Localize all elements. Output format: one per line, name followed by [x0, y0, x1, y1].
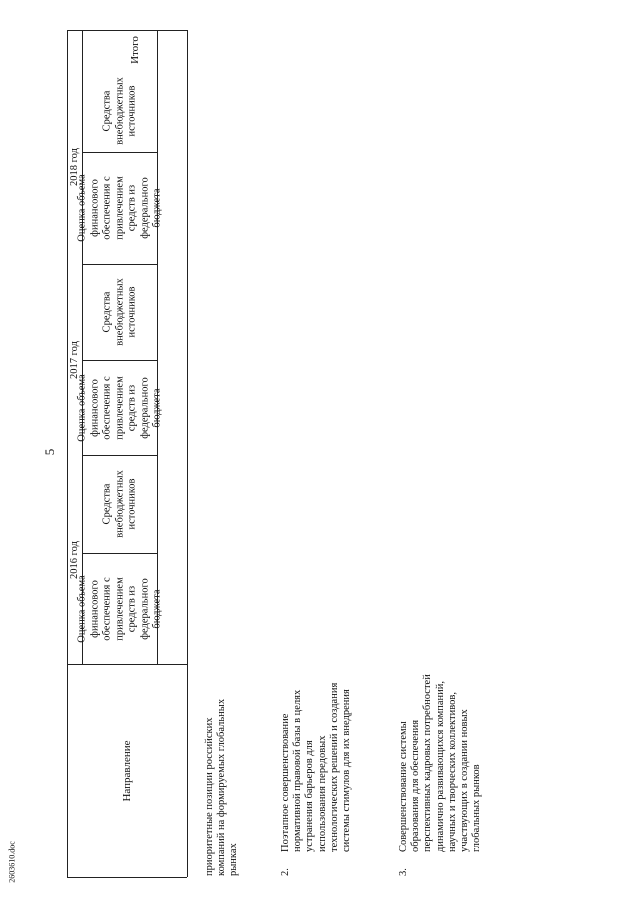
total-header: Итого [128, 36, 141, 64]
document-id: 2603610.doc [7, 841, 17, 883]
header-right-border [187, 30, 188, 877]
subheader-2017-extra: Средства внебюджетных источников [100, 278, 137, 346]
subheader-2016-federal: Оценка объема финансового обеспечения с привлечением средств из федерального бюджета [75, 574, 162, 643]
table-row [280, 676, 380, 876]
subheader-2016-extra: Средства внебюджетных источников [100, 470, 137, 538]
row-text: приоритетные позиции российских компаний на формируемых глобальных рынках [204, 698, 240, 876]
table-row [204, 676, 274, 876]
page-number: 5 [42, 448, 57, 456]
subheader-2017-federal: Оценка объема финансового обеспечения с привлечением средств из федерального бюджета [75, 373, 162, 442]
direction-header-cell [67, 664, 187, 877]
subheader-2018-extra: Средства внебюджетных источников [100, 77, 137, 145]
row-number: 3. [398, 868, 409, 876]
year-2016-label: 2016 год [68, 540, 80, 579]
row-text: Поэтапное совершенствование нормативной правовой базы в целях устранения барьеров для использования передовых технологических решений и создания системы стимулов для их внедрения [280, 682, 353, 852]
direction-header: Направление [120, 739, 133, 802]
total-header-cell [82, 30, 187, 70]
table-bottom-border [67, 877, 187, 878]
row-text: Совершенствование системы образования для обеспечения перспективных кадровых потребностей динамично развивающихся компаний, научных и творческих коллективов, участвующих в создании новых глобальных рынков [398, 674, 483, 852]
table-row [398, 676, 513, 876]
subheader-2018-federal: Оценка объема финансового обеспечения с привлечением средств из федерального бюджета [75, 174, 162, 242]
year-2018-label: 2018 год [68, 148, 80, 186]
year-2017-label: 2017 год [68, 340, 80, 379]
row-number: 2. [280, 868, 291, 876]
